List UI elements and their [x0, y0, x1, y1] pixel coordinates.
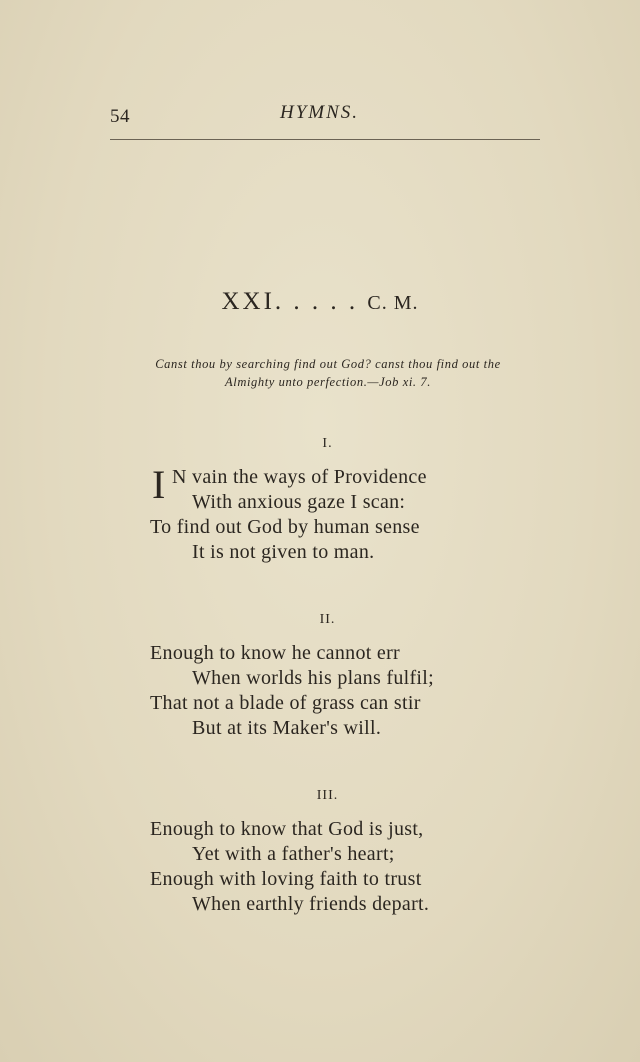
verse-line: Enough to know that God is just, [150, 818, 424, 840]
verse-line: Enough to know he cannot err [150, 642, 401, 664]
verse-line: When worlds his plans fulfil; [192, 667, 435, 689]
drop-cap: I [152, 462, 166, 507]
page-number: 54 [110, 106, 130, 127]
running-title: HYMNS. [280, 102, 360, 123]
stanza-number: I. [322, 436, 333, 451]
epigraph [118, 355, 538, 391]
header-rule [110, 139, 540, 140]
verse-line: But at its Maker's will. [192, 717, 382, 739]
verse-line: Enough with loving faith to trust [150, 868, 422, 890]
verse-line: Yet with a father's heart; [192, 843, 395, 865]
verse-line: N vain the ways of Providence [172, 466, 427, 488]
stanza-number: III. [316, 788, 339, 803]
verse-line: It is not given to man. [192, 541, 375, 563]
hymn-title [0, 288, 640, 316]
hymn-number: XXI. . . . . [221, 288, 359, 315]
hymn-meter: C. M. [367, 292, 419, 314]
epigraph-line: Almighty unto perfection.—Job xi. 7. [225, 375, 431, 389]
verse-line: When earthly friends depart. [192, 893, 430, 915]
page-header [110, 102, 540, 132]
verse-line: That not a blade of grass can stir [150, 692, 421, 714]
stanza-number: II. [319, 612, 336, 627]
verse-line: With anxious gaze I scan: [192, 491, 406, 513]
verse-line: To find out God by human sense [150, 516, 420, 538]
epigraph-line: Canst thou by searching find out God? canst thou find out the [155, 357, 501, 371]
